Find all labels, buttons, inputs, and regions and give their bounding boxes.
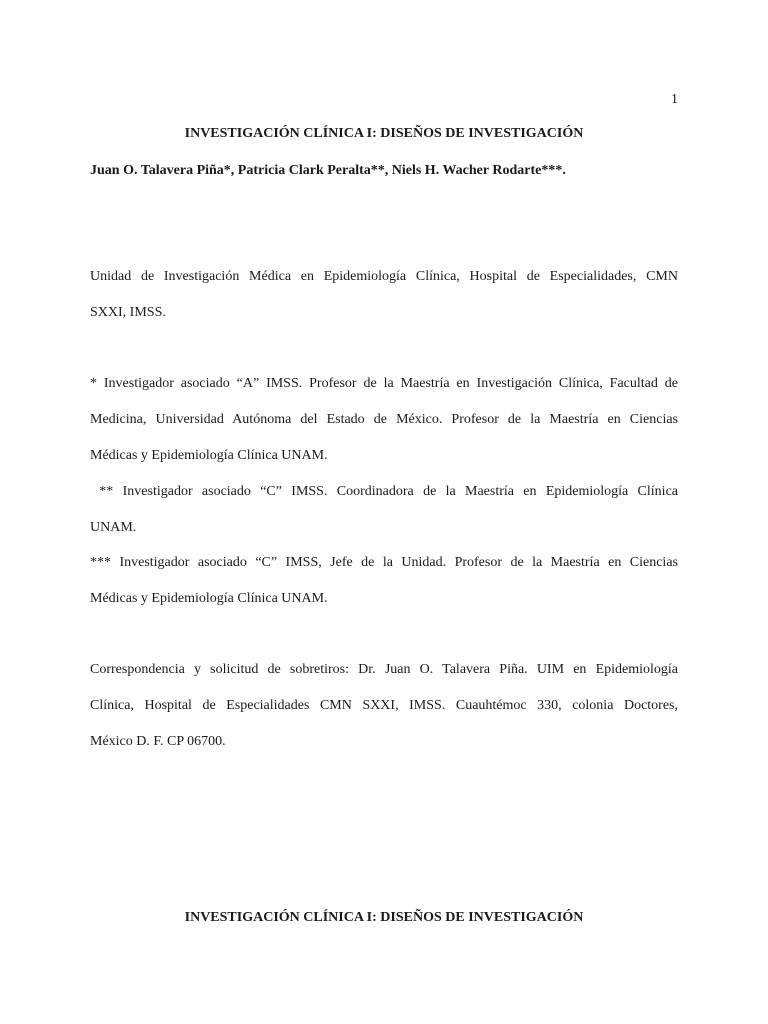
affiliation-line: Unidad de Investigación Médica en Epidemiología Clínica, Hospital de Especialidades, CMN: [90, 269, 678, 284]
footnote-line: UNAM.: [90, 520, 137, 535]
footnote-line: Médicas y Epidemiología Clínica UNAM.: [90, 448, 328, 463]
footnote-line: * Investigador asociado “A” IMSS. Profesor de la Maestría en Investigación Clínica, Facultad de: [90, 376, 678, 391]
footnote-line: ** Investigador asociado “C” IMSS. Coordinadora de la Maestría en Epidemiología Clínica: [90, 484, 678, 499]
page-number: 1: [671, 92, 678, 107]
footnote-a: [90, 366, 678, 474]
correspondence-line: Correspondencia y solicitud de sobretiros: Dr. Juan O. Talavera Piña. UIM en Epidemiología: [90, 662, 678, 677]
footnote-line: Médicas y Epidemiología Clínica UNAM.: [90, 591, 328, 606]
correspondence-line: México D. F. CP 06700.: [90, 734, 226, 749]
affiliation-paragraph: [90, 259, 678, 331]
correspondence-line: Clínica, Hospital de Especialidades CMN SXXI, IMSS. Cuauhtémoc 330, colonia Doctores,: [90, 698, 678, 713]
correspondence-paragraph: [90, 652, 678, 760]
footnote-c-head: [90, 545, 678, 617]
footnote-line: *** Investigador asociado “C” IMSS, Jefe de la Unidad. Profesor de la Maestría en Ciencias: [90, 555, 678, 570]
footnote-line: Medicina, Universidad Autónoma del Estado de México. Profesor de la Maestría en Ciencias: [90, 412, 678, 427]
affiliation-line: SXXI, IMSS.: [90, 305, 166, 320]
footnote-c-coordinator: [90, 474, 678, 546]
document-title: INVESTIGACIÓN CLÍNICA I: DISEÑOS DE INVESTIGACIÓN: [184, 126, 584, 141]
section-title: INVESTIGACIÓN CLÍNICA I: DISEÑOS DE INVESTIGACIÓN: [184, 910, 584, 925]
author-list: Juan O. Talavera Piña*, Patricia Clark Peralta**, Niels H. Wacher Rodarte***.: [90, 163, 566, 178]
